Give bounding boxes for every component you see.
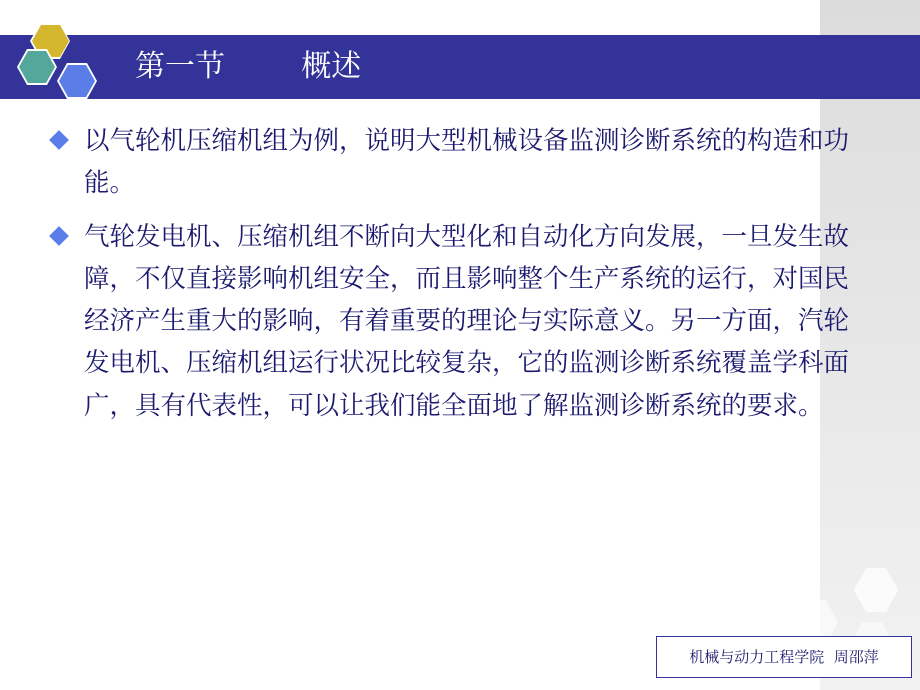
bullet-item-1 (48, 120, 858, 205)
hexagon-cluster-logo (0, 0, 130, 110)
slide-content (48, 120, 858, 438)
footer-credit: 机械与动力工程学院 周邵萍 (656, 636, 912, 678)
bullet-text-2: 气轮发电机、压缩机组不断向大型化和自动化方向发展，一旦发生故障，不仅直接影响机组安全，而且影响整个生产系统的运行，对国民经济产生重大的影响，有着重要的理论与实际意义。另一方面，汽轮发电机、压缩机组运行状况比较复杂，它的监测诊断系统覆盖学科面广，具有代表性，可以让我们能全面地了解监测诊断系统的要求。 (84, 221, 850, 421)
bullet-text-1: 以气轮机压缩机组为例，说明大型机械设备监测诊断系统的构造和功能。 (84, 126, 850, 199)
slide-title: 第一节 概述 (135, 49, 362, 84)
diamond-bullet-icon (49, 226, 69, 246)
diamond-bullet-icon (49, 130, 69, 150)
bullet-item-2 (48, 216, 858, 427)
